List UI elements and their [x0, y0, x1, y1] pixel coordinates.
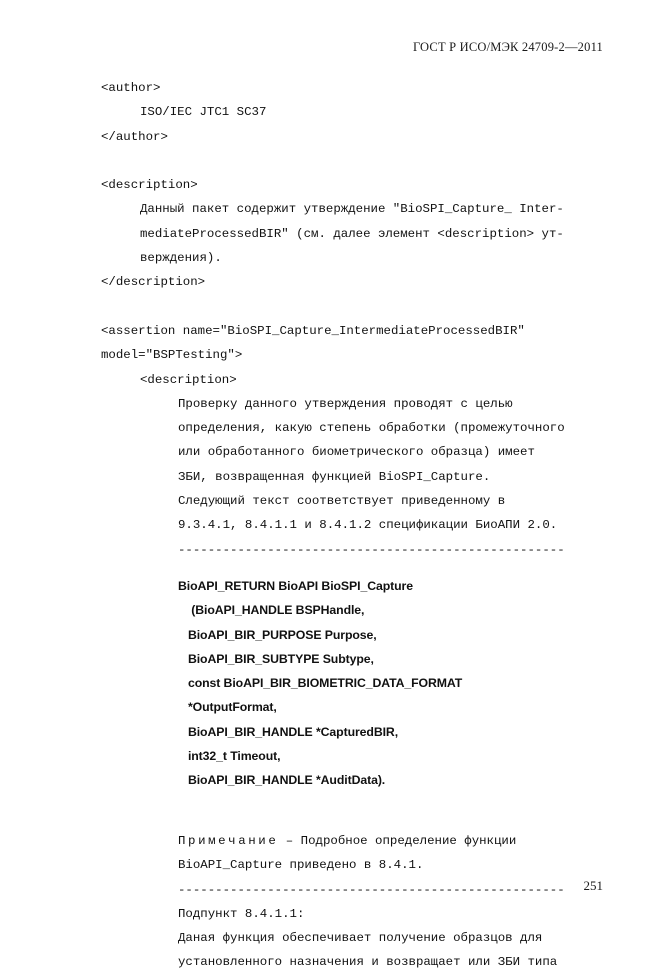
assertion-description-open-tag: <description> [140, 372, 237, 387]
page-body [101, 76, 601, 975]
description-paragraph-line: mediateProcessedBIR" (см. далее элемент <description> ут- [140, 226, 564, 241]
subclause-line: установленного назначения и возвращает или ЗБИ типа [178, 955, 558, 970]
spacer [101, 562, 601, 574]
spacer [101, 793, 601, 817]
spacer [101, 149, 601, 173]
description-paragraph-line: верждения). [140, 251, 222, 266]
separator-rule-top: ---------------------------------------------------- [178, 542, 565, 557]
note-text: Подробное определение функции [300, 833, 517, 848]
author-open-tag: <author> [101, 81, 161, 95]
assertion-paragraph-line: Проверку данного утверждения проводят с целью [178, 396, 513, 411]
assertion-paragraph-line: 9.3.4.1, 8.4.1.1 и 8.4.1.2 спецификации БиоАПИ 2.0. [178, 518, 558, 533]
api-signature-line: const BioAPI_BIR_BIOMETRIC_DATA_FORMAT [178, 676, 463, 691]
subclause-line: Даная функция обеспечивает получение образцов для [178, 931, 543, 946]
api-signature-line: BioAPI_BIR_HANDLE *CapturedBIR, [178, 724, 399, 739]
subclause-heading: Подпункт 8.4.1.1: [178, 906, 305, 921]
spacer [101, 295, 601, 319]
api-signature-line: *OutputFormat, [178, 700, 277, 715]
description-paragraph-line: Данный пакет содержит утверждение "BioSPI_Capture_ Inter- [140, 202, 564, 217]
author-close-tag: </author> [101, 129, 168, 144]
assertion-open-tag-line-2: model="BSPTesting"> [101, 348, 243, 363]
api-signature-line: int32_t Timeout, [178, 749, 281, 764]
page-number: 251 [583, 878, 603, 893]
running-header-standard-title: ГОСТ Р ИСО/МЭК 24709-2—2011 [412, 40, 603, 54]
api-signature-line: BioAPI_BIR_HANDLE *AuditData). [178, 773, 386, 788]
note-label: Примечание [178, 833, 279, 848]
note-line [101, 829, 601, 853]
author-value: ISO/IEC JTC1 SC37 [140, 105, 267, 120]
assertion-paragraph-line: Следующий текст соответствует приведенному в [178, 494, 506, 509]
description-open-tag: <description> [101, 178, 198, 193]
api-signature-line: (BioAPI_HANDLE BSPHandle, [178, 603, 365, 618]
note-line: BioAPI_Capture приведено в 8.4.1. [178, 858, 424, 873]
assertion-paragraph-line: ЗБИ, возвращенная функцией BioSPI_Capture. [178, 469, 491, 484]
assertion-open-tag-line-1: <assertion name="BioSPI_Capture_IntermediateProcessedBIR" [101, 323, 525, 338]
api-signature-line: BioAPI_RETURN BioAPI BioSPI_Capture [178, 578, 413, 593]
assertion-paragraph-line: или обработанного биометрического образца) имеет [178, 445, 535, 460]
spacer [101, 817, 601, 829]
note-dash: – [278, 833, 301, 848]
assertion-paragraph-line: определения, какую степень обработки (промежуточного [178, 421, 565, 436]
api-signature-line: BioAPI_BIR_SUBTYPE Subtype, [178, 651, 374, 666]
api-signature-line: BioAPI_BIR_PURPOSE Purpose, [178, 627, 377, 642]
separator-rule-bottom: ---------------------------------------------------- [178, 882, 565, 897]
description-close-tag: </description> [101, 275, 206, 290]
